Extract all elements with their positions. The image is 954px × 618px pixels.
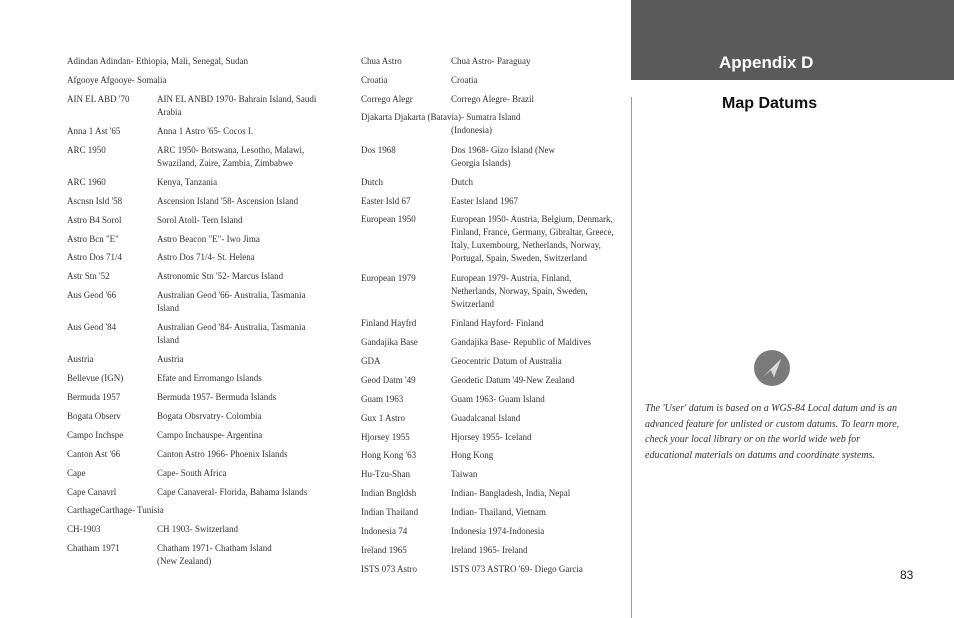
datum-name: Croatia xyxy=(361,75,388,85)
datum-name: Bogata Observ xyxy=(67,411,121,421)
datum-name: European 1979 xyxy=(361,273,416,283)
datum-name: Corrego Alegr xyxy=(361,94,413,104)
datum-description: Sorol Atoll- Tern Island xyxy=(157,215,243,225)
datum-name: Chatham 1971 xyxy=(67,543,120,553)
datum-description: Austria xyxy=(157,354,184,364)
datum-description: Astro Dos 71/4- St. Helena xyxy=(157,252,255,262)
datum-description: Dos 1968- Gizo Island (New Georgia Islands) xyxy=(451,145,555,168)
datum-name: Astro B4 Sorol xyxy=(67,215,122,225)
datum-name: GDA xyxy=(361,356,381,366)
datum-description: Kenya, Tanzania xyxy=(157,177,218,187)
section-title: Map Datums xyxy=(722,95,818,112)
datum-name: Indonesia 74 xyxy=(361,526,408,536)
datum-name: Guam 1963 xyxy=(361,394,404,404)
datum-name: Indian Bngldsh xyxy=(361,488,417,498)
datum-description: Hjorsey 1955- Iceland xyxy=(451,432,532,442)
datum-name: ARC 1960 xyxy=(67,177,106,187)
datum-description: Campo Inchauspe- Argentina xyxy=(157,430,263,440)
datum-description: European 1950- Austria, Belgium, Denmark, Finland, France, Germany, Gibraltar, Greece, Italy, Luxembourg, Netherlands, Norway, Portugal, Spain, Sweden, Switzerland xyxy=(451,214,614,263)
datum-name: Gandajika Base xyxy=(361,337,418,347)
datum-description: Ascension Island '58- Ascension Island xyxy=(157,196,299,206)
datum-name: AIN EL ABD '70 xyxy=(67,94,130,104)
datum-name: CarthageCarthage- Tunisia xyxy=(67,505,164,515)
datum-description: Chatham 1971- Chatham Island (New Zealand) xyxy=(157,543,272,566)
datum-name: Canton Ast '66 xyxy=(67,449,121,459)
datum-name: Djakarta Djakarta (Batavia)- Sumatra Island xyxy=(361,112,521,122)
datum-name: Dos 1968 xyxy=(361,145,396,155)
datum-description: Hong Kong xyxy=(451,450,494,460)
datum-description: Anna 1 Astro '65- Cocos I. xyxy=(157,126,254,136)
datum-description: Australian Geod '84- Australia, Tasmania Island xyxy=(157,322,306,345)
datum-name: Geod Datm '49 xyxy=(361,375,416,385)
datum-name: Ascnsn Isld '58 xyxy=(67,196,123,206)
datum-name: Adindan Adindan- Ethiopia, Mali, Senegal, Sudan xyxy=(67,56,248,66)
datum-description: European 1979- Austria, Finland, Netherlands, Norway, Spain, Sweden, Switzerland xyxy=(451,273,588,309)
datum-description: Cape Canaveral- Florida, Bahama Islands xyxy=(157,487,308,497)
datum-name: Chua Astro xyxy=(361,56,402,66)
datum-name: Ireland 1965 xyxy=(361,545,407,555)
datum-name: Cape xyxy=(67,468,86,478)
datum-description: Guam 1963- Guam Island xyxy=(451,394,545,404)
datum-name: Aus Geod '66 xyxy=(67,290,117,300)
datum-name: Anna 1 Ast '65 xyxy=(67,126,121,136)
datum-description: Geodetic Datum '49-New Zealand xyxy=(451,375,575,385)
datum-name: Hjorsey 1955 xyxy=(361,432,410,442)
datum-name: Cape Canavrl xyxy=(67,487,117,497)
datum-description: Croatia xyxy=(451,75,478,85)
datum-description: ARC 1950- Botswana, Lesotho, Malawi, Swaziland, Zaire, Zambia, Zimbabwe xyxy=(157,145,305,168)
datum-description: Easter Island 1967 xyxy=(451,196,518,206)
datum-name: Easter Isld 67 xyxy=(361,196,411,206)
datum-name: European 1950 xyxy=(361,214,416,224)
datum-description: Astronomic Stn '52- Marcus Island xyxy=(157,271,284,281)
datum-description: ISTS 073 ASTRO '69- Diego Garcia xyxy=(451,564,583,574)
datum-name: Hong Kong '63 xyxy=(361,450,417,460)
datum-description: Taiwan xyxy=(451,469,478,479)
datum-name: Gux 1 Astro xyxy=(361,413,406,423)
datum-description: Corrego Alegre- Brazil xyxy=(451,94,534,104)
datum-description: Gandajika Base- Republic of Maldives xyxy=(451,337,591,347)
compass-arrow-icon xyxy=(754,350,790,386)
datum-description: Finland Hayford- Finland xyxy=(451,318,544,328)
datum-description: Indian- Thailand, Vietnam xyxy=(451,507,546,517)
datum-description: Cape- South Africa xyxy=(157,468,227,478)
datum-name: Bellevue (IGN) xyxy=(67,373,124,383)
datum-description: (Indonesia) xyxy=(451,125,492,135)
datum-name: Austria xyxy=(67,354,94,364)
datum-description: Dutch xyxy=(451,177,473,187)
datum-name: Finland Hayfrd xyxy=(361,318,417,328)
datum-name: Astr Stn '52 xyxy=(67,271,110,281)
appendix-title: Appendix D xyxy=(719,53,814,72)
datum-description: Bogata Obsrvatry- Colombia xyxy=(157,411,262,421)
datum-description: Efate and Erromango Islands xyxy=(157,373,262,383)
datum-name: ARC 1950 xyxy=(67,145,106,155)
datum-name: Dutch xyxy=(361,177,383,187)
datum-description: Ireland 1965- Ireland xyxy=(451,545,528,555)
datum-name: CH-1903 xyxy=(67,524,101,534)
vertical-divider xyxy=(631,97,632,618)
datum-description: Geocentric Datum of Australia xyxy=(451,356,562,366)
datum-description: Indonesia 1974-Indonesia xyxy=(451,526,545,536)
datum-description: Canton Astro 1966- Phoenix Islands xyxy=(157,449,288,459)
datum-name: Astro Dos 71/4 xyxy=(67,252,123,262)
datum-name: Campo Inchspe xyxy=(67,430,124,440)
datum-name: Hu-Tzu-Shan xyxy=(361,469,410,479)
datum-description: Bermuda 1957- Bermuda Islands xyxy=(157,392,277,402)
datum-description: Guadalcanal Island xyxy=(451,413,521,423)
datum-description: CH 1903- Switzerland xyxy=(157,524,238,534)
datum-description: Chua Astro- Paraguay xyxy=(451,56,531,66)
datum-description: Astro Beacon "E"- Iwo Jima xyxy=(157,234,260,244)
page-number: 83 xyxy=(900,568,914,582)
datum-name: Aus Geod '84 xyxy=(67,322,117,332)
note-text: The 'User' datum is based on a WGS-84 Local datum and is an advanced feature for unlisted or custom datums. To learn more, check your local library or on the world wide web for educational materials on datums and coordinate systems. xyxy=(645,403,900,461)
datum-name: Indian Thailand xyxy=(361,507,419,517)
datum-name: ISTS 073 Astro xyxy=(361,564,418,574)
datum-description: Indian- Bangladesh, India, Nepal xyxy=(451,488,571,498)
datum-description: AIN EL ANBD 1970- Bahrain Island, Saudi Arabia xyxy=(157,94,317,117)
datum-description: Australian Geod '66- Australia, Tasmania Island xyxy=(157,290,306,313)
datum-name: Astro Bcn "E" xyxy=(67,234,119,244)
datum-name: Afgooye Afgooye- Somalia xyxy=(67,75,167,85)
datum-name: Bermuda 1957 xyxy=(67,392,121,402)
